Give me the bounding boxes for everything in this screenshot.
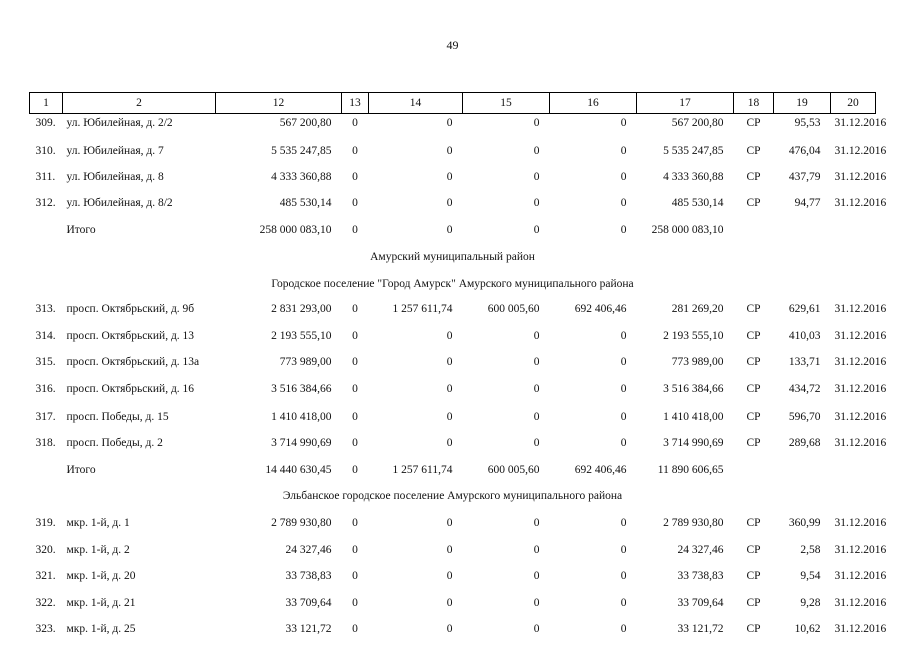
cell-row-number: 318.: [35, 437, 56, 450]
cell-address: мкр. 1-й, д. 25: [66, 623, 136, 636]
table-row: [30, 380, 876, 407]
cell-regional-share: 1 257 611,74: [392, 303, 453, 316]
cell-row-number: 309.: [35, 117, 56, 129]
cell-capital-repair-fund: 2 789 930,80: [663, 516, 724, 529]
cell-regional-share: 0: [446, 329, 453, 342]
cell-owners-share: 0: [620, 623, 627, 636]
cell-total-cost: 33 738,83: [285, 570, 332, 583]
cell-total-cost: 33 709,64: [285, 596, 332, 609]
cell-capital-repair-fund: 3 516 384,66: [663, 382, 724, 395]
cell-fund-share: 0: [352, 437, 358, 450]
total-row: [30, 220, 876, 247]
cell-owners-share: 692 406,46: [574, 303, 627, 316]
cell-fund-method: СР: [746, 196, 761, 209]
cell-deadline: 31.12.2016: [834, 437, 887, 450]
table-row: [30, 513, 876, 540]
cell-capital-repair-fund: 33 121,72: [677, 623, 724, 636]
cell-local-share: 0: [533, 329, 540, 342]
cell-deadline: 31.12.2016: [834, 171, 887, 184]
cell-fund-method: СР: [746, 382, 761, 395]
cell-fund-share: 0: [352, 382, 358, 395]
cell-row-number: 316.: [35, 382, 56, 395]
cell-owners-share: 0: [620, 382, 627, 395]
column-header-12: 12: [216, 93, 342, 114]
cell-regional-share: 0: [446, 224, 453, 237]
cell-address: просп. Октябрьский, д. 9б: [66, 303, 195, 316]
section-heading: [30, 486, 876, 513]
cell-row-number: 315.: [35, 356, 56, 369]
cell-capital-repair-fund: 33 738,83: [677, 570, 724, 583]
cell-fund-share: 0: [352, 356, 358, 369]
section-title: Городское поселение "Город Амурск" Амурского муниципального района: [271, 277, 634, 290]
table-row: [30, 194, 876, 221]
column-header-2: 2: [63, 93, 216, 114]
table-row: [30, 300, 876, 327]
cell-local-share: 600 005,60: [487, 463, 540, 476]
cell-fund-share: 0: [352, 329, 358, 342]
table-row: [30, 407, 876, 434]
cell-address: ул. Юбилейная, д. 7: [66, 144, 164, 157]
cell-capital-repair-fund: 485 530,14: [671, 196, 724, 209]
cell-owners-share: 692 406,46: [574, 463, 627, 476]
cell-regional-share: 0: [446, 117, 453, 129]
table-row: [30, 566, 876, 593]
cell-total-cost: 258 000 083,10: [259, 224, 332, 237]
cell-address: просп. Октябрьский, д. 13: [66, 329, 195, 342]
cell-regional-share: 1 257 611,74: [392, 463, 453, 476]
page-number: 49: [446, 38, 459, 52]
cell-fund-share: 0: [352, 543, 358, 556]
cell-address: Итого: [66, 463, 96, 476]
cell-local-share: 0: [533, 437, 540, 450]
cell-capital-repair-fund: 24 327,46: [677, 543, 724, 556]
cell-local-share: 0: [533, 117, 540, 129]
cell-area: 10,62: [794, 623, 821, 636]
cell-row-number: 320.: [35, 543, 56, 556]
cell-capital-repair-fund: 281 269,20: [671, 303, 724, 316]
table-row: [30, 167, 876, 194]
cell-local-share: 0: [533, 516, 540, 529]
cell-deadline: 31.12.2016: [834, 410, 887, 423]
cell-local-share: 0: [533, 543, 540, 556]
cell-area: 596,70: [788, 410, 821, 423]
cell-area: 410,03: [788, 329, 821, 342]
cell-address: мкр. 1-й, д. 21: [66, 596, 136, 609]
cell-regional-share: 0: [446, 570, 453, 583]
cell-area: 133,71: [788, 356, 821, 369]
cell-address: просп. Победы, д. 15: [66, 410, 169, 423]
cell-fund-share: 0: [352, 410, 358, 423]
cell-fund-method: СР: [746, 410, 761, 423]
table-row: [30, 593, 876, 620]
cell-owners-share: 0: [620, 144, 627, 157]
cell-deadline: 31.12.2016: [834, 516, 887, 529]
cell-deadline: 31.12.2016: [834, 356, 887, 369]
cell-row-number: 311.: [35, 171, 56, 184]
column-header-20: 20: [831, 93, 876, 114]
cell-local-share: 0: [533, 623, 540, 636]
column-header-14: 14: [369, 93, 463, 114]
cell-row-number: 310.: [35, 144, 56, 157]
cell-total-cost: 2 193 555,10: [271, 329, 332, 342]
cell-deadline: 31.12.2016: [834, 144, 887, 157]
cell-area: 9,28: [800, 596, 821, 609]
cell-total-cost: 3 714 990,69: [271, 437, 332, 450]
cell-deadline: 31.12.2016: [834, 303, 887, 316]
cell-fund-method: СР: [746, 117, 761, 129]
cell-area: [774, 460, 831, 487]
cell-fund-method: СР: [746, 543, 761, 556]
cell-total-cost: 14 440 630,45: [265, 463, 332, 476]
cell-owners-share: 0: [620, 543, 627, 556]
cell-deadline: 31.12.2016: [834, 329, 887, 342]
table-row: [30, 141, 876, 168]
column-header-18: 18: [734, 93, 774, 114]
cell-fund-share: 0: [352, 623, 358, 636]
cell-regional-share: 0: [446, 144, 453, 157]
cell-area: 289,68: [788, 437, 821, 450]
cell-area: 434,72: [788, 382, 821, 395]
cell-fund-method: СР: [746, 623, 761, 636]
section-heading: [30, 247, 876, 274]
column-header-1: 1: [30, 93, 63, 114]
cell-owners-share: 0: [620, 117, 627, 129]
cell-total-cost: 5 535 247,85: [271, 144, 332, 157]
cell-owners-share: 0: [620, 437, 627, 450]
cell-capital-repair-fund: 4 333 360,88: [663, 171, 724, 184]
cell-deadline: [831, 220, 876, 247]
cell-address: мкр. 1-й, д. 2: [66, 543, 130, 556]
cell-deadline: 31.12.2016: [834, 596, 887, 609]
table-row: [30, 353, 876, 380]
cell-owners-share: 0: [620, 516, 627, 529]
cell-fund-method: СР: [746, 171, 761, 184]
cell-deadline: [831, 460, 876, 487]
table-row: [30, 327, 876, 354]
cell-fund-method: СР: [746, 437, 761, 450]
cell-regional-share: 0: [446, 437, 453, 450]
cell-owners-share: 0: [620, 329, 627, 342]
cell-address: Итого: [66, 224, 96, 237]
cell-fund-method: СР: [746, 596, 761, 609]
cell-regional-share: 0: [446, 516, 453, 529]
cell-fund-method: [734, 460, 774, 487]
cell-local-share: 0: [533, 196, 540, 209]
table-row: [30, 540, 876, 567]
cell-capital-repair-fund: 5 535 247,85: [663, 144, 724, 157]
cell-fund-method: СР: [746, 516, 761, 529]
column-header-19: 19: [774, 93, 831, 114]
section-title: Амурский муниципальный район: [370, 250, 535, 263]
cell-regional-share: 0: [446, 623, 453, 636]
cell-capital-repair-fund: 773 989,00: [671, 356, 724, 369]
cell-fund-share: 0: [352, 224, 358, 237]
cell-deadline: 31.12.2016: [834, 570, 887, 583]
cell-regional-share: 0: [446, 171, 453, 184]
cell-total-cost: 33 121,72: [285, 623, 332, 636]
cell-local-share: 0: [533, 171, 540, 184]
cell-fund-share: 0: [352, 303, 358, 316]
cell-address: просп. Победы, д. 2: [66, 437, 163, 450]
cell-capital-repair-fund: 258 000 083,10: [651, 224, 724, 237]
housing-register-table: [29, 92, 887, 646]
cell-area: 437,79: [788, 171, 821, 184]
cell-fund-method: СР: [746, 356, 761, 369]
cell-address: ул. Юбилейная, д. 8: [66, 171, 164, 184]
cell-local-share: 0: [533, 224, 540, 237]
cell-row-number: 313.: [35, 303, 56, 316]
cell-owners-share: 0: [620, 410, 627, 423]
cell-local-share: 0: [533, 356, 540, 369]
cell-fund-method: СР: [746, 329, 761, 342]
cell-area: 95,53: [794, 117, 821, 129]
cell-area: 2,58: [800, 543, 821, 556]
cell-row-number: 323.: [35, 623, 56, 636]
table-row: [30, 433, 876, 460]
cell-fund-share: 0: [352, 144, 358, 157]
cell-address: мкр. 1-й, д. 20: [66, 570, 136, 583]
cell-area: 629,61: [788, 303, 821, 316]
cell-row-number: 314.: [35, 329, 56, 342]
cell-local-share: 0: [533, 144, 540, 157]
cell-local-share: 0: [533, 410, 540, 423]
cell-area: 476,04: [788, 144, 821, 157]
cell-regional-share: 0: [446, 382, 453, 395]
section-title: Эльбанское городское поселение Амурского муниципального района: [282, 490, 623, 503]
cell-row-number: [30, 460, 63, 487]
cell-total-cost: 1 410 418,00: [271, 410, 332, 423]
cell-regional-share: 0: [446, 196, 453, 209]
cell-total-cost: 24 327,46: [285, 543, 332, 556]
column-header-15: 15: [463, 93, 550, 114]
cell-total-cost: 485 530,14: [279, 196, 332, 209]
cell-area: 360,99: [788, 516, 821, 529]
cell-fund-method: СР: [746, 570, 761, 583]
cell-deadline: 31.12.2016: [834, 117, 887, 129]
cell-owners-share: 0: [620, 596, 627, 609]
cell-address: ул. Юбилейная, д. 8/2: [66, 196, 173, 209]
cell-local-share: 0: [533, 382, 540, 395]
cell-address: просп. Октябрьский, д. 16: [66, 382, 195, 395]
section-heading: [30, 274, 876, 301]
cell-total-cost: 2 789 930,80: [271, 516, 332, 529]
cell-row-number: 312.: [35, 196, 56, 209]
cell-capital-repair-fund: 1 410 418,00: [663, 410, 724, 423]
cell-total-cost: 773 989,00: [279, 356, 332, 369]
cell-owners-share: 0: [620, 196, 627, 209]
cell-row-number: 317.: [35, 410, 56, 423]
cell-local-share: 600 005,60: [487, 303, 540, 316]
cell-capital-repair-fund: 567 200,80: [671, 117, 724, 129]
cell-fund-share: 0: [352, 570, 358, 583]
column-header-13: 13: [342, 93, 369, 114]
cell-owners-share: 0: [620, 356, 627, 369]
cell-fund-method: СР: [746, 144, 761, 157]
cell-area: [774, 220, 831, 247]
cell-fund-share: 0: [352, 117, 358, 129]
cell-total-cost: 4 333 360,88: [271, 171, 332, 184]
cell-row-number: 319.: [35, 516, 56, 529]
cell-total-cost: 2 831 293,00: [271, 303, 332, 316]
cell-address: мкр. 1-й, д. 1: [66, 516, 130, 529]
cell-deadline: 31.12.2016: [834, 623, 887, 636]
cell-address: ул. Юбилейная, д. 2/2: [66, 117, 173, 129]
cell-local-share: 0: [533, 596, 540, 609]
cell-fund-method: СР: [746, 303, 761, 316]
total-row: [30, 460, 876, 487]
cell-regional-share: 0: [446, 410, 453, 423]
cell-total-cost: 3 516 384,66: [271, 382, 332, 395]
cell-row-number: 322.: [35, 596, 56, 609]
cell-fund-method: [734, 220, 774, 247]
cell-deadline: 31.12.2016: [834, 382, 887, 395]
cell-capital-repair-fund: 2 193 555,10: [663, 329, 724, 342]
column-header-17: 17: [637, 93, 734, 114]
column-header-16: 16: [550, 93, 637, 114]
cell-local-share: 0: [533, 570, 540, 583]
cell-owners-share: 0: [620, 171, 627, 184]
table-body: [30, 114, 887, 646]
cell-row-number: 321.: [35, 570, 56, 583]
cell-capital-repair-fund: 3 714 990,69: [663, 437, 724, 450]
cell-deadline: 31.12.2016: [834, 196, 887, 209]
cell-capital-repair-fund: 11 890 606,65: [657, 463, 724, 476]
cell-deadline: 31.12.2016: [834, 543, 887, 556]
cell-capital-repair-fund: 33 709,64: [677, 596, 724, 609]
table-row: [30, 114, 876, 141]
table-row: [30, 619, 876, 646]
cell-total-cost: 567 200,80: [279, 117, 332, 129]
column-number-row: [30, 93, 876, 114]
cell-address: просп. Октябрьский, д. 13а: [66, 356, 200, 369]
cell-fund-share: 0: [352, 463, 358, 476]
cell-fund-share: 0: [352, 516, 358, 529]
cell-row-number: [30, 220, 63, 247]
cell-area: 94,77: [794, 196, 821, 209]
cell-regional-share: 0: [446, 596, 453, 609]
cell-owners-share: 0: [620, 570, 627, 583]
cell-regional-share: 0: [446, 356, 453, 369]
cell-owners-share: 0: [620, 224, 627, 237]
cell-area: 9,54: [800, 570, 821, 583]
cell-regional-share: 0: [446, 543, 453, 556]
cell-fund-share: 0: [352, 196, 358, 209]
cell-fund-share: 0: [352, 596, 358, 609]
cell-fund-share: 0: [352, 171, 358, 184]
